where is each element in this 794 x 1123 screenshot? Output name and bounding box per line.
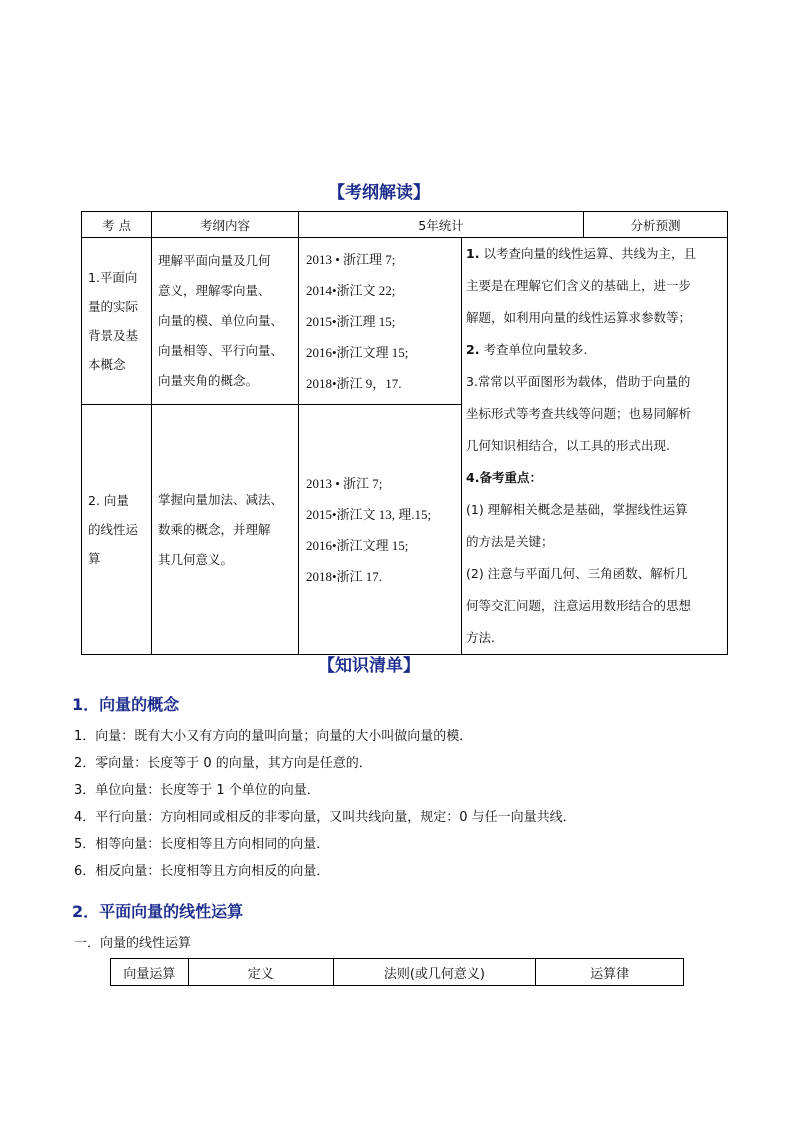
stats-line: 2015•浙江理 15; bbox=[306, 313, 396, 329]
outline-table-header bbox=[82, 212, 728, 238]
section1-title: 1．向量的概念 bbox=[72, 695, 180, 714]
topic-line: 1.平面向 bbox=[88, 270, 138, 285]
header-operation: 向量运算 bbox=[111, 959, 189, 986]
topic-cell bbox=[82, 405, 152, 655]
header-rule: 法则(或几何意义) bbox=[333, 959, 536, 986]
stats-line: 2013 • 浙江 7; bbox=[306, 475, 383, 491]
stats-line: 2016•浙江文理 15; bbox=[306, 344, 409, 360]
analysis-num: 2. bbox=[466, 342, 480, 357]
section2-title: 2．平面向量的线性运算 bbox=[72, 902, 244, 921]
concept-item: 5．相等向量：长度相等且方向相同的向量． bbox=[74, 837, 330, 852]
stats-line: 2015•浙江文 13, 理.15; bbox=[306, 506, 432, 522]
content-line: 向量相等、平行向量、 bbox=[158, 343, 284, 358]
analysis-num: 1. bbox=[466, 246, 480, 261]
analysis-line: 方法. bbox=[466, 630, 495, 645]
content-line: 其几何意义。 bbox=[158, 551, 234, 567]
analysis-text: 以考查向量的线性运算、共线为主，且 bbox=[483, 246, 696, 261]
concept-item: 4．平行向量：方向相同或相反的非零向量，又叫共线向量，规定：0 与任一向量共线． bbox=[74, 810, 576, 825]
topic-line: 背景及基 bbox=[88, 328, 139, 343]
topic-line: 的线性运 bbox=[88, 522, 139, 537]
content-line: 向量的模、单位向量、 bbox=[158, 313, 284, 328]
topic-line: 算 bbox=[88, 551, 101, 566]
knowledge-heading: 【知识清单】 bbox=[318, 656, 420, 676]
concept-item: 1．向量：既有大小又有方向的量叫向量；向量的大小叫做向量的模． bbox=[74, 729, 473, 744]
topic-line: 2. 向量 bbox=[88, 493, 129, 508]
concept-item: 3．单位向量：长度等于 1 个单位的向量． bbox=[74, 783, 320, 798]
analysis-line: 何等交汇问题，注意运用数形结合的思想 bbox=[466, 598, 692, 613]
outline-table bbox=[81, 211, 728, 655]
analysis-text: 考查单位向量较多. bbox=[483, 342, 588, 357]
analysis-line: 几何知识相结合，以工具的形式出现. bbox=[466, 438, 670, 453]
analysis-cell bbox=[462, 238, 728, 655]
concept-item: 2．零向量：长度等于 0 的向量，其方向是任意的． bbox=[74, 756, 372, 771]
header-definition: 定义 bbox=[188, 959, 333, 986]
stats-cell bbox=[299, 405, 462, 655]
content-line: 掌握向量加法、减法、 bbox=[158, 491, 284, 507]
header-laws: 运算律 bbox=[536, 959, 684, 986]
header-analysis: 分析预测 bbox=[584, 212, 728, 238]
topic-cell bbox=[82, 238, 152, 405]
linear-ops-table bbox=[110, 958, 684, 986]
analysis-line: 4.备考重点： bbox=[466, 470, 542, 485]
header-topic: 考 点 bbox=[82, 212, 152, 238]
analysis-line: (2) 注意与平面几何、三角函数、解析几 bbox=[466, 566, 688, 581]
topic-line: 量的实际 bbox=[88, 299, 139, 314]
analysis-line: 的方法是关键； bbox=[466, 534, 554, 549]
analysis-line: 3.常常以平面图形为载体，借助于向量的 bbox=[466, 374, 691, 389]
analysis-line bbox=[462, 334, 727, 366]
stats-line: 2013 • 浙江理 7; bbox=[306, 251, 396, 267]
stats-cell bbox=[299, 238, 462, 405]
content-line: 意义，理解零向量、 bbox=[158, 283, 271, 298]
section2-subtitle: 一．向量的线性运算 bbox=[74, 936, 192, 951]
stats-line: 2014•浙江文 22; bbox=[306, 282, 396, 298]
header-stats: 5年统计 bbox=[299, 212, 584, 238]
analysis-line bbox=[462, 238, 727, 270]
concept-item: 6．相反向量：长度相等且方向相反的向量． bbox=[74, 864, 330, 879]
content-cell bbox=[152, 405, 299, 655]
outline-heading: 【考纲解读】 bbox=[328, 183, 430, 203]
analysis-line: 坐标形式等考查共线等问题；也易同解析 bbox=[466, 406, 692, 421]
content-cell bbox=[152, 238, 299, 405]
topic-line: 本概念 bbox=[88, 357, 126, 372]
linear-ops-header bbox=[111, 959, 684, 986]
header-content: 考纲内容 bbox=[152, 212, 299, 238]
stats-line: 2016•浙江文理 15; bbox=[306, 537, 409, 553]
analysis-line: 解题，如利用向量的线性运算求参数等； bbox=[466, 310, 692, 325]
content-line: 数乘的概念，并理解 bbox=[158, 521, 271, 537]
content-line: 向量夹角的概念。 bbox=[158, 373, 259, 388]
stats-line: 2018•浙江 9，17. bbox=[306, 375, 402, 391]
stats-line: 2018•浙江 17. bbox=[306, 568, 383, 584]
analysis-line: (1) 理解相关概念是基础，掌握线性运算 bbox=[466, 502, 688, 517]
analysis-line: 主要是在理解它们含义的基础上，进一步 bbox=[466, 278, 692, 293]
table-row bbox=[82, 238, 728, 405]
content-line: 理解平面向量及几何 bbox=[158, 253, 271, 268]
